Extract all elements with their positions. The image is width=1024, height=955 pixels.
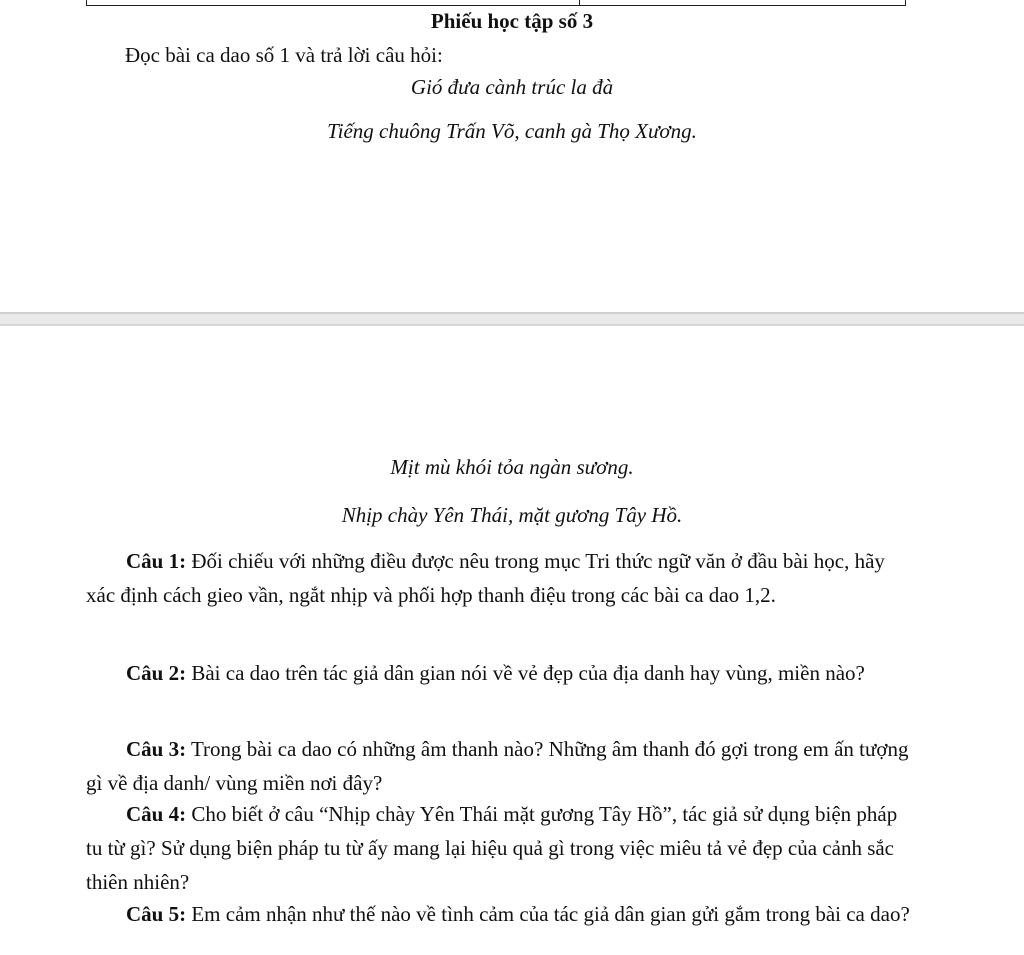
question-label: Câu 1:: [126, 549, 187, 573]
question-2: [86, 656, 916, 690]
question-4: [86, 797, 916, 899]
instruction-text: Đọc bài ca dao số 1 và trả lời câu hỏi:: [125, 43, 443, 67]
worksheet-title: Phiếu học tập số 3: [430, 9, 594, 33]
question-label: Câu 2:: [126, 661, 187, 685]
question-text: Trong bài ca dao có những âm thanh nào? Những âm thanh đó gợi trong em ấn tượng gì về địa danh/ vùng miền nơi đây?: [86, 737, 909, 795]
question-text: Cho biết ở câu “Nhịp chày Yên Thái mặt gương Tây Hồ”, tác giả sử dụng biện pháp tu từ gì? Sử dụng biện pháp tu từ ấy mang lại hiệu quả gì trong việc miêu tả vẻ đẹp của cảnh sắc thiên nhiên?: [86, 802, 898, 894]
question-5: [86, 897, 916, 931]
question-text: Bài ca dao trên tác giả dân gian nói về vẻ đẹp của địa danh hay vùng, miền nào?: [186, 661, 865, 685]
document-page-1: [0, 0, 1024, 312]
question-label: Câu 4:: [126, 802, 187, 826]
question-text: Em cảm nhận như thế nào về tình cảm của tác giả dân gian gửi gắm trong bài ca dao?: [186, 902, 910, 926]
poem-line-2: Tiếng chuông Trấn Võ, canh gà Thọ Xương.: [327, 119, 697, 143]
document-page-2: [0, 326, 1024, 955]
question-label: Câu 5:: [126, 902, 187, 926]
question-label: Câu 3:: [126, 737, 187, 761]
question-text: Đối chiếu với những điều được nêu trong mục Tri thức ngữ văn ở đầu bài học, hãy xác định cách gieo vần, ngắt nhịp và phối hợp thanh điệu trong các bài ca dao 1,2.: [86, 549, 885, 607]
poem-line-4: Nhịp chày Yên Thái, mặt gương Tây Hồ.: [341, 503, 683, 527]
poem-line-3: Mịt mù khói tỏa ngàn sương.: [390, 455, 634, 479]
question-3: [86, 732, 916, 800]
page-break-gap: [0, 312, 1024, 326]
question-1: [86, 544, 916, 612]
poem-line-1: Gió đưa cành trúc la đà: [410, 75, 614, 99]
